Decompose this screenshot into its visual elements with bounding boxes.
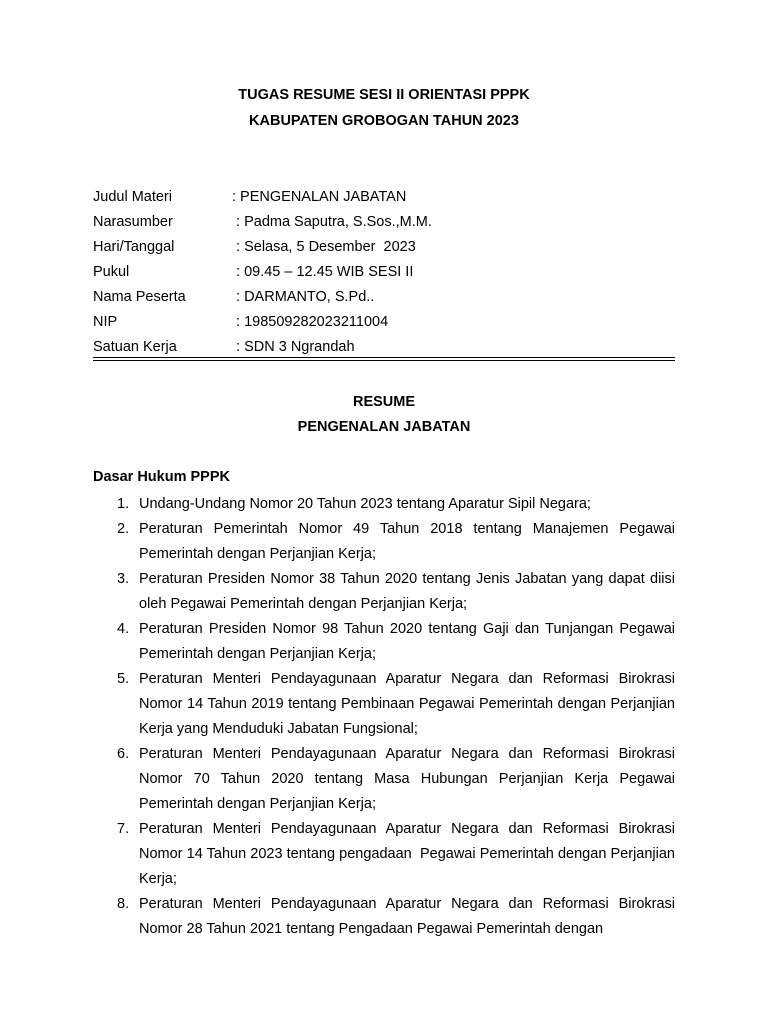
list-text: Undang-Undang Nomor 20 Tahun 2023 tentang Aparatur Sipil Negara; <box>139 496 591 512</box>
meta-label: Narasumber <box>93 214 173 230</box>
meta-value: : SDN 3 Ngrandah <box>232 339 355 355</box>
meta-row-narasumber <box>93 211 675 236</box>
resume-subheading: PENGENALAN JABATAN <box>297 419 471 435</box>
list-text: Peraturan Menteri Pendayagunaan Aparatur Negara dan Reformasi Birokrasi Nomor 28 Tahun 2021 tentang Pengadaan Pegawai Pemerintah dengan <box>139 896 675 937</box>
list-text: Peraturan Presiden Nomor 38 Tahun 2020 tentang Jenis Jabatan yang dapat diisi oleh Pegawai Pemerintah dengan Perjanjian Kerja; <box>139 571 675 612</box>
list-item <box>93 517 675 567</box>
meta-value: : Selasa, 5 Desember 2023 <box>232 239 416 255</box>
meta-row-nip <box>93 311 675 336</box>
meta-row-pukul <box>93 261 675 286</box>
list-text: Peraturan Menteri Pendayagunaan Aparatur Negara dan Reformasi Birokrasi Nomor 14 Tahun 2023 tentang pengadaan Pegawai Pemerintah dengan Perjanjian Kerja; <box>139 821 680 887</box>
meta-value: : 198509282023211004 <box>232 314 389 330</box>
meta-row-peserta <box>93 286 675 311</box>
list-text: Peraturan Menteri Pendayagunaan Aparatur Negara dan Reformasi Birokrasi Nomor 14 Tahun 2019 tentang Pembinaan Pegawai Pemerintah dengan Perjanjian Kerja yang Menduduki Jabatan Fungsional; <box>139 671 675 737</box>
meta-label: Hari/Tanggal <box>93 239 175 255</box>
list-number: 5. <box>117 671 130 687</box>
list-item <box>93 742 675 817</box>
list-item <box>93 667 675 742</box>
list-item <box>93 617 675 667</box>
list-number: 4. <box>117 621 130 637</box>
meta-row-tanggal <box>93 236 675 261</box>
list-number: 7. <box>117 821 130 837</box>
list-text: Peraturan Pemerintah Nomor 49 Tahun 2018 tentang Manajemen Pegawai Pemerintah dengan Perjanjian Kerja; <box>139 521 675 562</box>
list-item <box>93 892 675 942</box>
list-text: Peraturan Presiden Nomor 98 Tahun 2020 tentang Gaji dan Tunjangan Pegawai Pemerintah dengan Perjanjian Kerja; <box>139 621 675 662</box>
section-heading-dasar-hukum: Dasar Hukum PPPK <box>93 469 230 485</box>
dasar-hukum-list <box>93 492 680 942</box>
list-number: 3. <box>117 571 130 587</box>
list-item <box>93 492 675 517</box>
meta-label: Satuan Kerja <box>93 339 177 355</box>
list-number: 6. <box>117 746 130 762</box>
list-number: 8. <box>117 896 130 912</box>
meta-label: Nama Peserta <box>93 289 186 305</box>
document-title-line2: KABUPATEN GROBOGAN TAHUN 2023 <box>249 113 519 129</box>
list-text: Peraturan Menteri Pendayagunaan Aparatur Negara dan Reformasi Birokrasi Nomor 70 Tahun 2020 tentang Masa Hubungan Perjanjian Kerja Pegawai Pemerintah dengan Perjanjian Kerja; <box>139 746 675 812</box>
meta-value: : Padma Saputra, S.Sos.,M.M. <box>232 214 432 230</box>
divider-line <box>93 360 675 361</box>
document-title-line1: TUGAS RESUME SESI II ORIENTASI PPPK <box>238 87 530 103</box>
list-number: 2. <box>117 521 130 537</box>
list-item <box>93 567 675 617</box>
meta-value: : 09.45 – 12.45 WIB SESI II <box>232 264 414 280</box>
meta-label: NIP <box>93 314 118 330</box>
meta-label: Pukul <box>93 264 130 280</box>
meta-label: Judul Materi <box>93 189 172 205</box>
meta-table <box>93 186 675 361</box>
list-number: 1. <box>117 496 130 512</box>
list-item <box>93 817 680 892</box>
divider-line <box>93 357 675 358</box>
meta-value: : PENGENALAN JABATAN <box>232 189 407 205</box>
meta-value: : DARMANTO, S.Pd.. <box>232 289 375 305</box>
resume-heading: RESUME <box>352 394 416 410</box>
meta-row-judul <box>93 186 675 211</box>
